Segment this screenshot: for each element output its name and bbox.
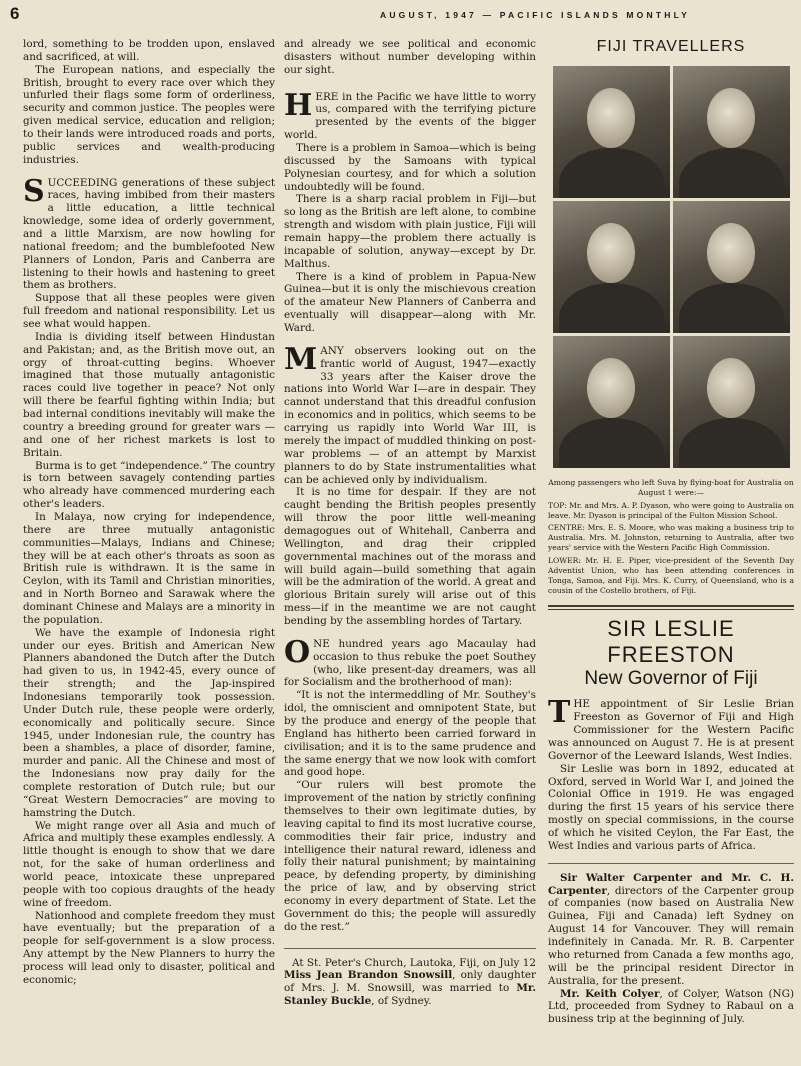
paragraph-dropcap	[548, 695, 794, 762]
paragraph-dropcap	[284, 634, 536, 689]
paragraph: There is a problem in Samoa—which is being discussed by the Samoans with typical Polynesian courtesy, and for which a solution undoubtedly will be found.	[284, 142, 536, 193]
paragraph-text: UCCEEDING generations of these subject races, having imbibed from their masters a little education, a little technical knowledge, some idea of orderly government, and a little Marxism, are now howling for national freedom; and the bumblefooted New Planners of London, Paris and Canberra are listening to their howls and hastening to greet them as brothers.	[23, 176, 275, 292]
paragraph: In Malaya, now crying for independence, there are three mutually antagonistic communities—Malays, Indians and Chinese; they will be at each other's throats as soon as British rule is withdrawn. It is the same in Ceylon, with its Tamil and Christian minorities, and in North Borneo and Sarawak where the dominant Chinese and Malays are a minority in the population.	[23, 510, 275, 626]
photo-mrs-dyason	[673, 66, 790, 198]
page-number: 6	[10, 4, 20, 23]
article-subheadline: New Governor of Fiji	[584, 668, 758, 690]
paragraph: Burma is to get “independence.” The country is torn between savagely contending parties who already have commenced murdering each other's leaders.	[23, 459, 275, 511]
drop-cap: H	[284, 87, 313, 123]
photo-mr-dyason	[553, 66, 670, 198]
photo-grid	[553, 66, 790, 468]
news-text: , of Colyer, Watson (NG) Ltd, proceeded from Sydney to Rabaul on a business trip at the beginning of July.	[548, 987, 794, 1026]
paragraph: Sir Leslie was born in 1892, educated at Oxford, served in World War I, and joined the Colonial Office in 1919. He was engaged during the first 15 years of his service there mostly on special commissions, in the course of which he visited Ceylon, the Far East, the West Indies and various parts of Africa.	[548, 762, 794, 852]
news-item	[548, 988, 794, 1027]
divider	[548, 863, 794, 864]
quotation: “It is not the intermeddling of Mr. Southey's idol, the omniscient and omnipotent State, but by the produce and energy of the people that England has hitherto been carried forward in civilisation; and it is to the same prudence and the same energy that we now look with comfort and good hope.	[284, 689, 536, 779]
paragraph-text: ANY observers looking out on the frantic world of August, 1947—exactly 33 years after the Kaiser drove the nations into World War I—are in despair. They cannot understand that this dreadful confusion in economics and in politics, which seems to be carrying us rapidly into World War III, is merely the impact of muddled thinking on post-war problems — of an attempt by Marxist planners to do by State instrumentalities what can be achieved only by individualism.	[284, 344, 536, 486]
paragraph: India is dividing itself between Hindustan and Pakistan; and, as the British move out, an orgy of throat-cutting begins. Whoever imagined that those mutually antagonistic races could live together in peace? Not only will there be fearful fighting within India; but bad internal conditions inevitably will make the country a breeding ground for greater wars — and one of her richest markets is lost to Britain.	[23, 330, 275, 459]
photo-mr-piper	[553, 336, 670, 468]
notice-text: At St. Peter's Church, Lautoka, Fiji, on July 12	[292, 956, 536, 969]
drop-cap: S	[23, 173, 45, 209]
column-middle	[284, 38, 536, 1008]
paragraph: lord, something to be trodden upon, enslaved and sacrificed, at will.	[23, 38, 275, 63]
paragraph: There is a kind of problem in Papua-New Guinea—but it is only the mischievous creation of the amateur New Planners of Canberra and eventually will disappear—along with Mr. Ward.	[284, 270, 536, 335]
news-names: Mr. Keith Colyer	[560, 987, 660, 1000]
photo-mrs-johnston	[673, 201, 790, 333]
drop-cap: T	[548, 695, 571, 731]
paragraph: The European nations, and especially the British, brought to every race over which they unfurled their flags some form of orderliness, security and common justice. The peoples were given medical service, education and religion; to their lands were introduced roads and ports, public services and wealth-producing industries.	[23, 63, 275, 166]
paragraph-dropcap	[284, 87, 536, 142]
column-left	[23, 38, 275, 987]
paragraph-text: NE hundred years ago Macaulay had occasion to thus rebuke the poet Southey (who, like present-day dreamers, was all for Socialism and the brotherhood of man):	[284, 637, 536, 689]
paragraph: There is a sharp racial problem in Fiji—but so long as the British are left alone, to combine strength and wisdom with plain justice, Fiji will remain happy—the problem there actually is incapable of solution, anyway—except by Dr. Malthus.	[284, 193, 536, 270]
photo-mrs-moore	[553, 201, 670, 333]
caption-lead: Among passengers who left Suva by flying-boat for Australia on August 1 were:—	[548, 478, 794, 497]
paragraph-text: HE appointment of Sir Leslie Brian Freeston as Governor of Fiji and High Commissioner for the Western Pacific was announced on August 7. He is at present Governor of the Leeward Islands, West Indies.	[548, 698, 794, 762]
photo-caption	[548, 478, 794, 595]
caption-top: TOP: Mr. and Mrs. A. P. Dyason, who were going to Australia on leave. Mr. Dyason is principal of the Fulton Mission School.	[548, 500, 794, 520]
running-head: AUGUST, 1947 — PACIFIC ISLANDS MONTHLY	[380, 10, 691, 20]
news-text: , directors of the Carpenter group of companies (now based on Australia New Guinea, Fiji and Canada) left Sydney on August 14 for Vancouver. They will remain indefinitely in Canada. Mr. R. B. Carpenter who returned from Canada a few months ago, will be the principal resident Director in Australia, for the present.	[548, 884, 794, 987]
paragraph-dropcap	[284, 341, 536, 486]
paragraph-dropcap	[23, 173, 275, 293]
paragraph: We have the example of Indonesia right under our eyes. British and American New Planners abandoned the Dutch after the Dutch had given to us, in 1942-45, every ounce of their strength; and the Jap-inspired Indonesians temporarily took possession. Under Dutch rule, these people were orderly, economically and politically secure. Since 1945, under Indonesian rule, the country has been a shambles, a place of disorder, famine, murder and panic. All the Chinese and most of the Indonesians now pray daily for the complete restoration of Dutch rule; but our “Great Western Democracies” are moving to hamstring the Dutch.	[23, 626, 275, 819]
drop-cap: O	[284, 634, 311, 670]
column-right	[548, 38, 794, 1026]
groom-name: Mr. Stanley Buckle	[284, 982, 536, 1008]
photo-mrs-curry	[673, 336, 790, 468]
paragraph: It is no time for despair. If they are not caught bending the British peoples presently will throw the poor little well-meaning demagogues out of Whitehall, Canberra and Wellington, and drag their crippled governmental machines out of the morass and will build again—build something that again will be the admiration of the world. A great and glorious Britain surely will arise out of this mess—if in the meantime we are not caught bending by the assembling hordes of Tartary.	[284, 486, 536, 627]
wedding-notice	[284, 948, 536, 1008]
paragraph: We might range over all Asia and much of Africa and multiply these examples endlessly. A little thought is enough to show that we dare not, for the sake of human orderliness and world peace, intoxicate these unprepared people with too copious draughts of the heady wine of freedom.	[23, 819, 275, 909]
section-divider	[548, 605, 794, 610]
caption-lower: LOWER: Mr. H. E. Piper, vice-president of the Seventh Day Adventist Union, who has been attending conferences in Tonga, Samoa, and Fiji. Mrs. K. Curry, of Queensland, who is a cousin of the Costello brothers, of Fiji.	[548, 556, 794, 595]
drop-cap: M	[284, 341, 318, 377]
article-headline: SIR LESLIE FREESTON	[607, 616, 735, 668]
notice-text: , of Sydney.	[371, 995, 432, 1008]
paragraph: Suppose that all these peoples were given full freedom and national responsibility. Let us see what would happen.	[23, 292, 275, 331]
paragraph: Nationhood and complete freedom they must have eventually; but the preparation of a people for self-government is a slow process. Any attempt by the New Planners to hurry the process will lead only to disaster, political and economic;	[23, 909, 275, 986]
news-names: Sir Walter Carpenter and Mr. C. H. Carpenter	[548, 871, 794, 897]
bride-name: Miss Jean Brandon Snowsill	[284, 969, 453, 982]
news-item	[548, 872, 794, 988]
notice-text: , only daughter of Mrs. J. M. Snowsill, was married to	[284, 969, 536, 995]
paragraph-text: ERE in the Pacific we have little to worry us, compared with the terrifying picture presented by the events of the bigger world.	[284, 90, 536, 142]
section-title: FIJI TRAVELLERS	[596, 38, 746, 55]
caption-centre: CENTRE: Mrs. E. S. Moore, who was making a business trip to Australia. Mrs. M. Johnston, returning to Australia, after two years' service with the Western Pacific High Commission.	[548, 523, 794, 553]
paragraph: and already we see political and economic disasters without number developing within our sight.	[284, 38, 536, 76]
quotation: “Our rulers will best promote the improvement of the nation by strictly confining themselves to their own legitimate duties, by leaving capital to find its most lucrative course, commodities their fair price, industry and intelligence their natural reward, idleness and folly their natural punishment; by maintaining peace, by defending property, by diminishing the price of law, and by observing strict economy in every department of State. Let the Government do this; the people will assuredly do the rest.”	[284, 779, 536, 933]
